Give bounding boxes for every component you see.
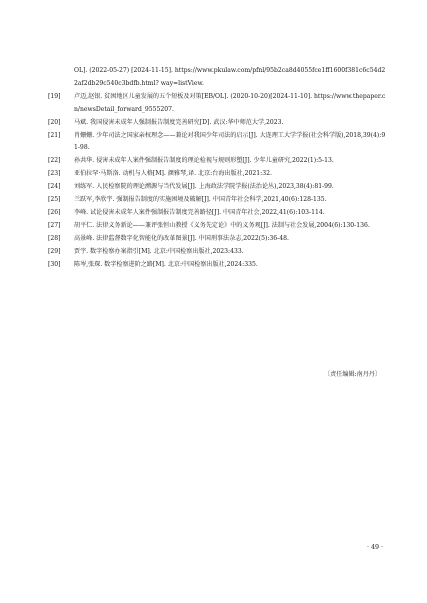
reference-text: 胡平仁. 法律义务新论——兼评张恒山教授《义务先定论》中的义务观[J]. 法制与社会发展,2004(6):130-136. <box>74 221 370 229</box>
reference-number: [24] <box>48 183 61 191</box>
reference-number: [29] <box>48 247 61 255</box>
reference-number: [28] <box>48 234 61 242</box>
reference-number: [23] <box>48 170 61 178</box>
reference-text: 高景峰. 法律监督数字化智能化的改革图景[J]. 中国刑事法杂志,2022(5):36-48. <box>74 234 289 242</box>
reference-number: [26] <box>48 208 61 216</box>
reference-number: [21] <box>48 131 61 139</box>
reference-item <box>48 155 386 168</box>
reference-number: [20] <box>48 118 61 126</box>
reference-item <box>48 207 386 220</box>
reference-text: 李峰. 试论侵害未成年人案件强制报告制度完善路径[J]. 中国青年社会,2022,41(6):103-114. <box>74 208 325 216</box>
reference-continuation: OL]. (2022-05-27) [2024-11-15]. https://www.pkulaw.com/pfnl/95b2ca8d4055fce1ff1600f381c6c54d22af2db29c540c3bdfb.html? way=listView. <box>74 67 386 87</box>
reference-items <box>48 91 386 272</box>
reference-text: 贾宇. 数字检察办案指引[M]. 北京:中国检察出版社,2023:433. <box>74 247 244 255</box>
reference-item <box>48 91 386 117</box>
reference-text: 肖姗姗. 少年司法之国家亲权理念——兼论对我国少年司法的启示[J]. 大连理工大学学报(社会科学版),2018,39(4):91-98. <box>74 131 386 152</box>
reference-item <box>48 259 386 272</box>
reference-item <box>48 246 386 259</box>
reference-text: 陈岑,张琛. 数字检察进阶之路[M]. 北京:中国检察出版社,2024:335. <box>74 260 258 268</box>
reference-item <box>48 117 386 130</box>
reference-item <box>48 194 386 207</box>
reference-item <box>48 220 386 233</box>
reference-text: 兰跃军,李欣宇. 强制报告制度的实施困境及破解[J]. 中国青年社会科学,2021,40(6):128-135. <box>74 196 327 204</box>
reference-number: [27] <box>48 221 61 229</box>
reference-text: 孙共华. 侵害未成年人案件强制报告制度的理论检视与规则形塑[J]. 少年儿童研究,2022(1):5-13. <box>74 157 334 165</box>
reference-text: 马斌. 我国侵害未成年人强制报告制度完善研究[D]. 武汉:华中师范大学,2023. <box>74 118 284 126</box>
reference-number: [25] <box>48 196 61 204</box>
reference-item <box>48 168 386 181</box>
page-number: · 49 · <box>366 544 383 551</box>
reference-text: 亚伯拉罕·马斯洛. 动机与人格[M]. 颜雅琴,译. 北京:台海出版社,2021:32. <box>74 170 272 178</box>
reference-number: [30] <box>48 260 61 268</box>
reference-text: 刘练军. 人民检察院的理论溯源与当代发展[J]. 上海政法学院学报(法治论丛),2023,38(4):81-99. <box>74 183 334 191</box>
responsible-editor: 〔责任编辑:南丹丹〕 <box>324 371 381 378</box>
reference-list <box>48 65 386 272</box>
reference-text: 卢迈,赵银. 贫困地区儿童发展的五个短板及对策[EB/OL]. (2020-10-20)[2024-11-10]. https://www.thepaper.cn/newsDetail_forward_9555207. <box>74 92 386 113</box>
reference-item <box>48 181 386 194</box>
reference-number: [22] <box>48 157 61 165</box>
reference-item <box>48 130 386 156</box>
reference-item <box>48 233 386 246</box>
reference-number: [19] <box>48 92 61 100</box>
